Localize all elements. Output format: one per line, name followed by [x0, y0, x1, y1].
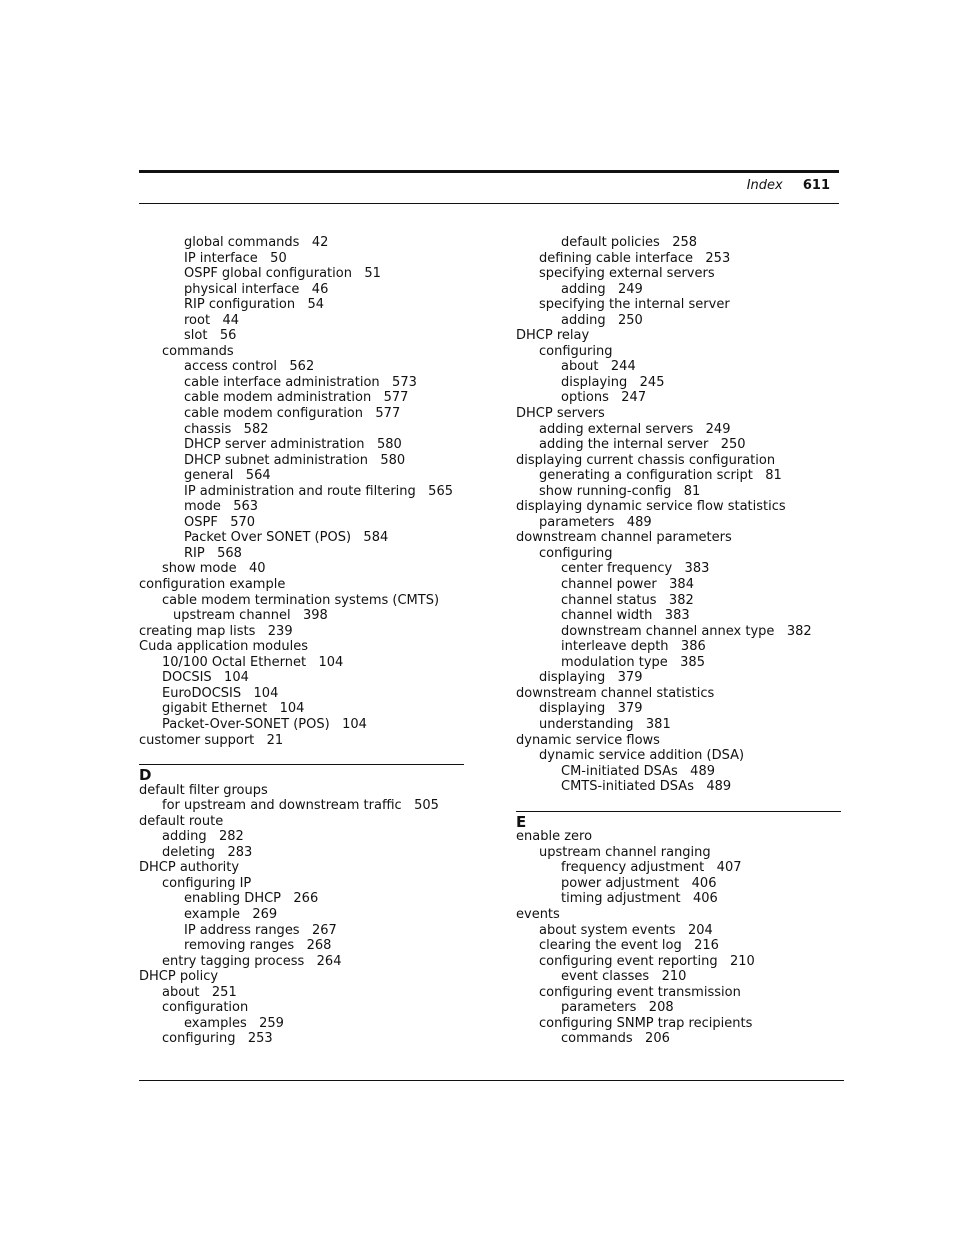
index-entry: specifying external servers — [539, 266, 715, 282]
section-letter-d: D — [139, 766, 152, 785]
index-entry: OSPF 570 — [184, 514, 256, 530]
index-entry: for upstream and downstream traffic 505 — [162, 798, 439, 814]
index-entry: Cuda application modules — [139, 639, 308, 655]
index-entry: DHCP server administration 580 — [184, 437, 402, 453]
index-entry: adding external servers 249 — [539, 421, 731, 437]
index-entries-right-bottom — [516, 829, 846, 1047]
index-entry: displaying 379 — [539, 701, 643, 717]
index-entry: creating map lists 239 — [139, 623, 293, 639]
index-entry: customer support 21 — [139, 732, 284, 748]
index-entry: configuring SNMP trap recipients — [539, 1015, 753, 1031]
index-column-right — [516, 235, 846, 1047]
index-entry: 10/100 Octal Ethernet 104 — [162, 654, 344, 670]
index-entry: CMTS-initiated DSAs 489 — [561, 779, 732, 795]
index-entry: specifying the internal server — [539, 297, 730, 313]
index-entry: slot 56 — [184, 328, 237, 344]
index-entry: access control 562 — [184, 359, 315, 375]
index-entry: commands — [162, 343, 234, 359]
top-rule — [139, 170, 839, 173]
index-entry: event classes 210 — [561, 969, 687, 985]
index-entry: channel status 382 — [561, 592, 694, 608]
index-entry: displaying 379 — [539, 670, 643, 686]
index-entry: modulation type 385 — [561, 654, 705, 670]
header-rule — [139, 203, 839, 204]
index-entry: configuring 253 — [162, 1031, 273, 1047]
index-entry: cable modem administration 577 — [184, 390, 409, 406]
index-entry: root 44 — [184, 312, 240, 328]
index-entry: default filter groups — [139, 782, 268, 798]
index-entry: about 251 — [162, 984, 237, 1000]
index-entry: mode 563 — [184, 499, 259, 515]
index-entry: entry tagging process 264 — [162, 953, 342, 969]
index-entry: examples 259 — [184, 1015, 284, 1031]
index-entry: DHCP subnet administration 580 — [184, 452, 406, 468]
index-entry: dynamic service flows — [516, 732, 660, 748]
index-entry: configuration example — [139, 577, 286, 593]
index-entry: OSPF global configuration 51 — [184, 266, 381, 282]
index-entry: EuroDOCSIS 104 — [162, 685, 279, 701]
index-entry: parameters 208 — [561, 1000, 674, 1016]
index-entry: configuring event reporting 210 — [539, 953, 755, 969]
index-entry: global commands 42 — [184, 235, 329, 250]
index-entry: cable modem termination systems (CMTS) — [162, 592, 440, 608]
index-entry: options 247 — [561, 390, 647, 406]
index-entry: generating a configuration script 81 — [539, 468, 782, 484]
index-entry: displaying 245 — [561, 374, 665, 390]
index-entry: show running-config 81 — [539, 483, 701, 499]
index-entry: physical interface 46 — [184, 281, 329, 297]
header-title: Index — [746, 178, 783, 193]
index-entry: interleave depth 386 — [561, 639, 706, 655]
index-entry: dynamic service addition (DSA) — [539, 748, 745, 764]
index-entry: commands 206 — [561, 1031, 670, 1047]
index-entry: understanding 381 — [539, 716, 671, 732]
index-entry: IP address ranges 267 — [184, 922, 337, 938]
index-entry: RIP configuration 54 — [184, 297, 325, 313]
index-entry: CM-initiated DSAs 489 — [561, 763, 715, 779]
index-entry: adding the internal server 250 — [539, 437, 746, 453]
index-entry: chassis 582 — [184, 421, 269, 437]
index-entry: general 564 — [184, 468, 271, 484]
index-entries-right-top — [516, 235, 846, 795]
index-entry: timing adjustment 406 — [561, 891, 718, 907]
index-column-left — [139, 235, 469, 1047]
index-entry: DHCP servers — [516, 406, 605, 422]
index-entry: Packet Over SONET (POS) 584 — [184, 530, 389, 546]
index-entry: defining cable interface 253 — [539, 250, 731, 266]
index-entry: enable zero — [516, 829, 593, 845]
index-entry: configuring event transmission — [539, 984, 741, 1000]
index-entry: downstream channel statistics — [516, 685, 715, 701]
index-entry: downstream channel annex type 382 — [561, 623, 812, 639]
index-entry: adding 249 — [561, 281, 643, 297]
index-entry: DHCP authority — [139, 860, 240, 876]
index-entry: cable interface administration 573 — [184, 374, 417, 390]
index-entry: upstream channel 398 — [173, 608, 328, 624]
index-entry: DHCP relay — [516, 328, 590, 344]
index-entry: adding 282 — [162, 829, 244, 845]
index-entry: events — [516, 906, 560, 922]
index-entry: default policies 258 — [561, 235, 698, 250]
index-entry: clearing the event log 216 — [539, 938, 719, 954]
section-rule-d — [139, 764, 464, 765]
index-entry: cable modem configuration 577 — [184, 406, 401, 422]
index-entry: removing ranges 268 — [184, 938, 332, 954]
index-entry: configuration — [162, 1000, 249, 1016]
index-entry: upstream channel ranging — [539, 844, 711, 860]
index-entries-left-top — [139, 235, 469, 748]
index-entry: channel width 383 — [561, 608, 690, 624]
index-entry: RIP 568 — [184, 545, 242, 561]
index-entry: downstream channel parameters — [516, 530, 732, 546]
section-rule-e — [516, 811, 841, 812]
index-entry: enabling DHCP 266 — [184, 891, 319, 907]
index-entry: adding 250 — [561, 312, 643, 328]
index-entry: power adjustment 406 — [561, 875, 717, 891]
index-entry: about system events 204 — [539, 922, 713, 938]
section-letter-e: E — [516, 812, 527, 831]
index-entry: about 244 — [561, 359, 636, 375]
running-header — [600, 178, 830, 194]
index-entry: displaying dynamic service flow statistics — [516, 499, 786, 515]
index-entry: center frequency 383 — [561, 561, 710, 577]
index-entry: configuring IP — [162, 875, 252, 891]
index-entry: default route — [139, 813, 224, 829]
index-entry: show mode 40 — [162, 561, 266, 577]
index-entry: parameters 489 — [539, 514, 652, 530]
page-number: 611 — [802, 178, 830, 193]
index-entry: DOCSIS 104 — [162, 670, 249, 686]
index-entry: configuring — [539, 343, 613, 359]
index-entry: configuring — [539, 545, 613, 561]
index-entry: Packet-Over-SONET (POS) 104 — [162, 716, 367, 732]
index-entry: frequency adjustment 407 — [561, 860, 742, 876]
index-entry: IP interface 50 — [184, 250, 287, 266]
index-entry: channel power 384 — [561, 577, 694, 593]
index-entry: displaying current chassis configuration — [516, 452, 776, 468]
bottom-rule — [139, 1080, 844, 1081]
index-entry: IP administration and route filtering 565 — [184, 483, 453, 499]
index-entry: example 269 — [184, 906, 278, 922]
index-entry: DHCP policy — [139, 969, 219, 985]
index-entries-left-bottom — [139, 783, 469, 1047]
index-entry: gigabit Ethernet 104 — [162, 701, 305, 717]
index-entry: deleting 283 — [162, 844, 253, 860]
